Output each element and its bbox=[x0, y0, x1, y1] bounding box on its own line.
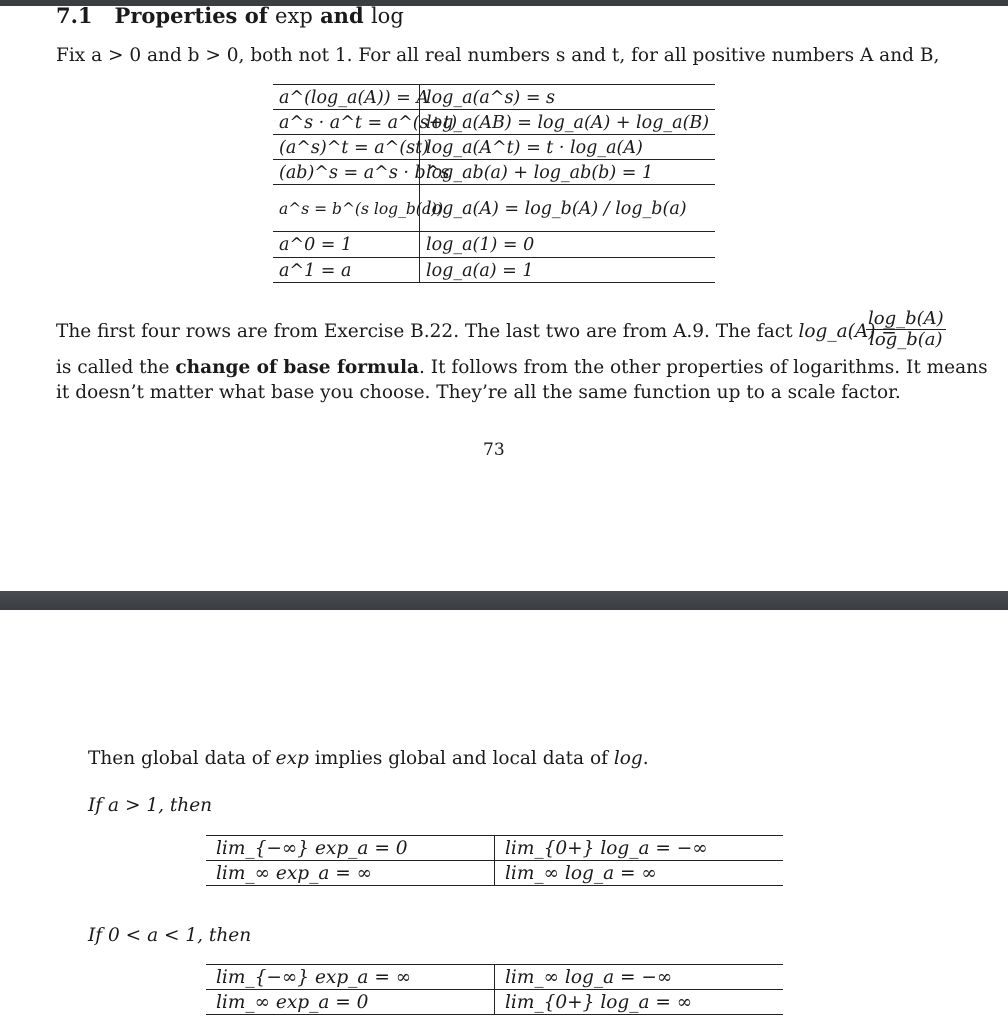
paragraph-line-2 bbox=[56, 357, 988, 378]
identity-left: a^1 = a bbox=[273, 258, 420, 282]
intro-text: Fix a > 0 and b > 0, both not 1. For all real numbers s and t, for all positive numbers A and B, bbox=[56, 45, 940, 66]
identity-left: (ab)^s = a^s · b^s bbox=[273, 160, 420, 184]
sentence-text: implies global and local data of bbox=[314, 748, 608, 769]
fact-lhs: log_a(A) = bbox=[798, 321, 897, 342]
log-word: log bbox=[613, 748, 643, 769]
change-of-base-fraction bbox=[866, 309, 946, 350]
identity-right: log_a(A^t) = t · log_a(A) bbox=[426, 137, 643, 158]
paragraph-line-3: it doesn’t matter what base you choose. They’re all the same function up to a scale factor. bbox=[56, 382, 901, 403]
section-title-part: Properties of bbox=[114, 3, 268, 28]
page-divider bbox=[0, 591, 1008, 610]
table-row bbox=[206, 990, 783, 1014]
section-title-and: and bbox=[320, 3, 364, 28]
limit-left: lim_{−∞} exp_a = ∞ bbox=[206, 965, 495, 989]
identity-right: log_a(A) = log_b(A) / log_b(a) bbox=[426, 198, 687, 219]
exp-word: exp bbox=[275, 748, 309, 769]
paragraph-text: is called the bbox=[56, 357, 170, 378]
sentence-text: . bbox=[642, 748, 649, 769]
global-data-sentence bbox=[88, 748, 649, 769]
section-title-log: log bbox=[370, 4, 404, 28]
section-title-exp: exp bbox=[275, 4, 313, 28]
fraction-numerator: log_b(A) bbox=[868, 308, 944, 329]
table-row bbox=[206, 861, 783, 885]
table-row bbox=[273, 110, 715, 135]
case1-condition: If a > 1, then bbox=[88, 795, 213, 816]
table-row bbox=[206, 836, 783, 861]
identity-right: log_a(1) = 0 bbox=[426, 235, 535, 255]
limit-left: lim_∞ exp_a = 0 bbox=[206, 990, 495, 1014]
identity-table bbox=[273, 84, 715, 283]
paragraph-text: . It follows from the other properties of logarithms. It means bbox=[419, 357, 988, 378]
identity-left: a^s = b^(s log_b(a)) bbox=[273, 185, 420, 231]
page-number: 73 bbox=[483, 440, 505, 460]
bold-term: change of base formula bbox=[175, 357, 420, 378]
identity-right: log_ab(a) + log_ab(b) = 1 bbox=[426, 162, 654, 183]
table-row bbox=[273, 258, 715, 282]
identity-left: a^0 = 1 bbox=[273, 232, 420, 257]
limit-right: lim_∞ log_a = ∞ bbox=[505, 862, 657, 884]
table-row bbox=[206, 965, 783, 990]
table-row bbox=[273, 160, 715, 185]
paragraph-text: The first four rows are from Exercise B.22. The last two are from A.9. The fact bbox=[56, 321, 793, 342]
sentence-text: Then global data of bbox=[88, 748, 270, 769]
case2-condition: If 0 < a < 1, then bbox=[88, 925, 252, 946]
limit-right: lim_∞ log_a = −∞ bbox=[505, 966, 673, 988]
identity-left: a^s · a^t = a^(s+t) bbox=[273, 110, 420, 134]
case1-limit-table bbox=[206, 835, 783, 886]
limit-right: lim_{0+} log_a = −∞ bbox=[505, 837, 708, 859]
identity-right: log_a(a^s) = s bbox=[426, 87, 556, 108]
paragraph-line-1 bbox=[56, 321, 897, 342]
table-row bbox=[273, 185, 715, 232]
identity-right: log_a(a) = 1 bbox=[426, 260, 534, 281]
table-row bbox=[273, 85, 715, 110]
section-number: 7.1 bbox=[56, 3, 93, 28]
identity-left: (a^s)^t = a^(st) bbox=[273, 135, 420, 159]
identity-right: log_a(AB) = log_a(A) + log_a(B) bbox=[426, 112, 710, 133]
identity-left: a^(log_a(A)) = A bbox=[273, 85, 420, 109]
case2-limit-table bbox=[206, 964, 783, 1015]
limit-left: lim_∞ exp_a = ∞ bbox=[206, 861, 495, 885]
limit-right: lim_{0+} log_a = ∞ bbox=[505, 991, 693, 1013]
limit-left: lim_{−∞} exp_a = 0 bbox=[206, 836, 495, 860]
fraction-denominator: log_b(a) bbox=[869, 329, 943, 350]
table-row bbox=[273, 135, 715, 160]
table-row bbox=[273, 232, 715, 258]
section-heading bbox=[56, 3, 404, 28]
